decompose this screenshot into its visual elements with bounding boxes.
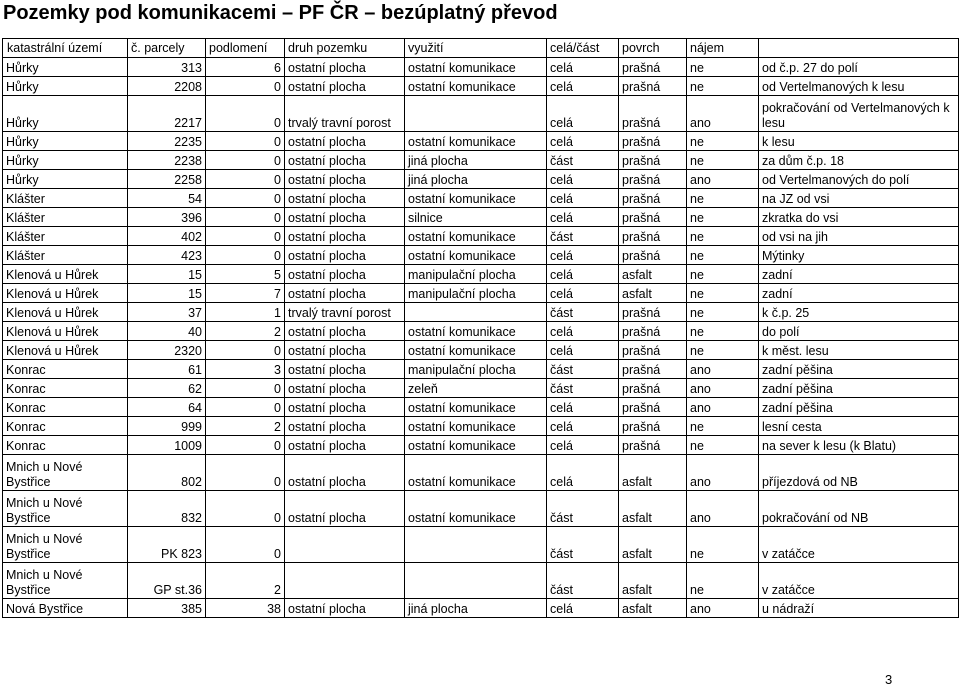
cell-land-type: ostatní plocha [285,246,405,265]
cell-parcel-number: 2217 [128,96,206,132]
cell-whole-part: celá [547,132,619,151]
cell-land-type: ostatní plocha [285,341,405,360]
cell-parcel-number: 396 [128,208,206,227]
cell-lease: ano [687,379,759,398]
cell-lease: ne [687,322,759,341]
cell-surface: prašná [619,303,687,322]
table-row [3,132,959,151]
cell-cadastre: Mnich u Nové Bystřice [3,527,128,563]
cell-surface: prašná [619,341,687,360]
cell-land-type: ostatní plocha [285,208,405,227]
cell-land-use [405,563,547,599]
cell-land-type: ostatní plocha [285,132,405,151]
cell-subdivision: 3 [206,360,285,379]
cell-cadastre: Mnich u Nové Bystřice [3,563,128,599]
cell-land-type: ostatní plocha [285,322,405,341]
column-header [759,39,959,58]
cell-land-type: ostatní plocha [285,436,405,455]
column-header: podlomení [206,39,285,58]
cell-parcel-number: 802 [128,455,206,491]
cell-note: příjezdová od NB [759,455,959,491]
cell-cadastre: Hůrky [3,132,128,151]
cell-subdivision: 0 [206,170,285,189]
cell-whole-part: celá [547,599,619,618]
cell-surface: prašná [619,417,687,436]
cell-cadastre: Hůrky [3,170,128,189]
cell-whole-part: celá [547,96,619,132]
cell-subdivision: 0 [206,77,285,96]
cell-parcel-number: 15 [128,265,206,284]
cell-parcel-number: 832 [128,491,206,527]
cell-lease: ne [687,417,759,436]
table-row [3,189,959,208]
cell-land-type: ostatní plocha [285,455,405,491]
column-header: druh pozemku [285,39,405,58]
cell-land-type: ostatní plocha [285,189,405,208]
table-row [3,563,959,599]
cell-land-type: ostatní plocha [285,398,405,417]
table-row [3,379,959,398]
cell-note: na JZ od vsi [759,189,959,208]
cell-surface: prašná [619,170,687,189]
cell-lease: ne [687,527,759,563]
cell-land-use: ostatní komunikace [405,455,547,491]
cell-parcel-number: 62 [128,379,206,398]
cell-cadastre: Klášter [3,189,128,208]
cell-whole-part: část [547,379,619,398]
cell-land-type: ostatní plocha [285,77,405,96]
cell-surface: asfalt [619,284,687,303]
cell-land-use: ostatní komunikace [405,227,547,246]
column-header: využití [405,39,547,58]
cell-parcel-number: 2238 [128,151,206,170]
table-row [3,491,959,527]
cell-lease: ano [687,96,759,132]
cell-land-use: manipulační plocha [405,360,547,379]
cell-subdivision: 0 [206,151,285,170]
cell-note: zkratka do vsi [759,208,959,227]
cell-land-use: ostatní komunikace [405,398,547,417]
cell-subdivision: 7 [206,284,285,303]
cell-note: za dům č.p. 18 [759,151,959,170]
cell-lease: ne [687,227,759,246]
cell-subdivision: 0 [206,341,285,360]
cell-land-use: jiná plocha [405,170,547,189]
table-row [3,151,959,170]
cell-subdivision: 5 [206,265,285,284]
cell-parcel-number: 54 [128,189,206,208]
cell-lease: ano [687,360,759,379]
cell-whole-part: část [547,563,619,599]
column-header: č. parcely [128,39,206,58]
column-header: celá/část [547,39,619,58]
cell-subdivision: 0 [206,96,285,132]
cell-note: v zatáčce [759,527,959,563]
cell-land-use: silnice [405,208,547,227]
cell-note: zadní pěšina [759,398,959,417]
cell-cadastre: Hůrky [3,96,128,132]
cell-lease: ne [687,77,759,96]
cell-land-use [405,96,547,132]
cell-land-type: trvalý travní porost [285,303,405,322]
cell-whole-part: část [547,227,619,246]
cell-land-type: ostatní plocha [285,151,405,170]
cell-lease: ne [687,208,759,227]
cell-land-use: manipulační plocha [405,265,547,284]
cell-lease: ano [687,491,759,527]
cell-surface: prašná [619,360,687,379]
cell-cadastre: Konrac [3,360,128,379]
cell-note: zadní pěšina [759,379,959,398]
table-row [3,417,959,436]
cell-land-type: trvalý travní porost [285,96,405,132]
cell-cadastre: Mnich u Nové Bystřice [3,491,128,527]
cell-cadastre: Hůrky [3,77,128,96]
cell-cadastre: Klášter [3,227,128,246]
cell-subdivision: 0 [206,379,285,398]
cell-whole-part: celá [547,265,619,284]
cell-surface: asfalt [619,265,687,284]
cell-land-type: ostatní plocha [285,58,405,77]
cell-surface: asfalt [619,563,687,599]
cell-parcel-number: 2208 [128,77,206,96]
cell-surface: prašná [619,208,687,227]
cell-note: zadní pěšina [759,360,959,379]
cell-subdivision: 0 [206,132,285,151]
cell-lease: ano [687,170,759,189]
table-row [3,265,959,284]
cell-lease: ano [687,455,759,491]
cell-land-use: ostatní komunikace [405,77,547,96]
page-title: Pozemky pod komunikacemi – PF ČR – bezúplatný převod [3,2,558,24]
cell-whole-part: celá [547,322,619,341]
cell-parcel-number: 423 [128,246,206,265]
cell-land-use: jiná plocha [405,151,547,170]
cell-lease: ne [687,341,759,360]
cell-note: od vsi na jih [759,227,959,246]
table-row [3,284,959,303]
cell-whole-part: celá [547,77,619,96]
cell-surface: prašná [619,398,687,417]
cell-land-use: ostatní komunikace [405,417,547,436]
cell-lease: ne [687,58,759,77]
cell-cadastre: Konrac [3,398,128,417]
cell-subdivision: 0 [206,398,285,417]
cell-cadastre: Konrac [3,417,128,436]
cell-land-type: ostatní plocha [285,491,405,527]
cell-cadastre: Klenová u Hůrek [3,265,128,284]
column-header: povrch [619,39,687,58]
cell-land-use: jiná plocha [405,599,547,618]
cell-lease: ne [687,265,759,284]
cell-subdivision: 2 [206,563,285,599]
cell-land-type: ostatní plocha [285,360,405,379]
cell-note: pokračování od Vertelmanových k lesu [759,96,959,132]
table-row [3,455,959,491]
cell-land-type: ostatní plocha [285,170,405,189]
table-row [3,170,959,189]
cell-surface: prašná [619,132,687,151]
cell-cadastre: Klášter [3,246,128,265]
cell-parcel-number: 2235 [128,132,206,151]
cell-surface: asfalt [619,491,687,527]
cell-subdivision: 0 [206,527,285,563]
cell-land-type [285,527,405,563]
cell-land-use: manipulační plocha [405,284,547,303]
cell-subdivision: 0 [206,246,285,265]
cell-note: v zatáčce [759,563,959,599]
cell-note: lesní cesta [759,417,959,436]
table-body [3,58,959,618]
cell-note: od č.p. 27 do polí [759,58,959,77]
cell-parcel-number: 40 [128,322,206,341]
table-header [3,39,959,58]
cell-whole-part: část [547,360,619,379]
cell-lease: ne [687,189,759,208]
cell-lease: ne [687,284,759,303]
cell-surface: prašná [619,151,687,170]
cell-surface: prašná [619,379,687,398]
parcels-table [2,38,959,618]
cell-note: u nádraží [759,599,959,618]
cell-lease: ano [687,599,759,618]
cell-whole-part: celá [547,170,619,189]
cell-whole-part: část [547,151,619,170]
cell-parcel-number: 313 [128,58,206,77]
cell-surface: prašná [619,58,687,77]
table-row [3,527,959,563]
cell-whole-part: celá [547,284,619,303]
cell-land-use [405,527,547,563]
cell-subdivision: 6 [206,58,285,77]
table-row [3,77,959,96]
cell-surface: prašná [619,189,687,208]
cell-surface: prašná [619,77,687,96]
cell-surface: asfalt [619,455,687,491]
cell-subdivision: 0 [206,436,285,455]
cell-surface: prašná [619,96,687,132]
header-row [3,39,959,58]
table-row [3,58,959,77]
cell-land-type: ostatní plocha [285,227,405,246]
cell-land-use: ostatní komunikace [405,322,547,341]
cell-land-use: ostatní komunikace [405,58,547,77]
cell-note: od Vertelmanových do polí [759,170,959,189]
cell-note: zadní [759,284,959,303]
cell-land-use [405,303,547,322]
cell-cadastre: Hůrky [3,151,128,170]
cell-whole-part: celá [547,436,619,455]
cell-surface: prašná [619,436,687,455]
column-header: nájem [687,39,759,58]
cell-cadastre: Nová Bystřice [3,599,128,618]
cell-land-type: ostatní plocha [285,265,405,284]
cell-parcel-number: 385 [128,599,206,618]
cell-land-use: zeleň [405,379,547,398]
cell-land-use: ostatní komunikace [405,132,547,151]
cell-note: zadní [759,265,959,284]
cell-surface: prašná [619,246,687,265]
cell-whole-part: celá [547,455,619,491]
cell-parcel-number: 2258 [128,170,206,189]
cell-whole-part: část [547,491,619,527]
cell-parcel-number: 2320 [128,341,206,360]
cell-land-type: ostatní plocha [285,599,405,618]
cell-cadastre: Mnich u Nové Bystřice [3,455,128,491]
cell-cadastre: Klenová u Hůrek [3,322,128,341]
cell-land-use: ostatní komunikace [405,436,547,455]
cell-lease: ne [687,436,759,455]
cell-whole-part: část [547,527,619,563]
cell-land-use: ostatní komunikace [405,246,547,265]
cell-parcel-number: 15 [128,284,206,303]
cell-whole-part: celá [547,189,619,208]
cell-parcel-number: GP st.36 [128,563,206,599]
table-row [3,436,959,455]
table-row [3,246,959,265]
table-row [3,360,959,379]
cell-cadastre: Hůrky [3,58,128,77]
cell-subdivision: 0 [206,227,285,246]
table-row [3,341,959,360]
cell-lease: ne [687,132,759,151]
cell-parcel-number: PK 823 [128,527,206,563]
cell-parcel-number: 1009 [128,436,206,455]
cell-whole-part: celá [547,208,619,227]
cell-lease: ne [687,246,759,265]
cell-subdivision: 0 [206,455,285,491]
cell-subdivision: 38 [206,599,285,618]
cell-surface: prašná [619,322,687,341]
cell-note: k měst. lesu [759,341,959,360]
cell-subdivision: 2 [206,322,285,341]
cell-cadastre: Klenová u Hůrek [3,341,128,360]
cell-whole-part: celá [547,341,619,360]
cell-note: k lesu [759,132,959,151]
cell-lease: ne [687,151,759,170]
cell-note: Mýtinky [759,246,959,265]
cell-note: do polí [759,322,959,341]
cell-whole-part: celá [547,417,619,436]
cell-subdivision: 0 [206,208,285,227]
cell-parcel-number: 61 [128,360,206,379]
cell-surface: asfalt [619,527,687,563]
cell-land-use: ostatní komunikace [405,189,547,208]
cell-land-use: ostatní komunikace [405,491,547,527]
cell-note: od Vertelmanových k lesu [759,77,959,96]
cell-cadastre: Klenová u Hůrek [3,303,128,322]
cell-subdivision: 0 [206,491,285,527]
cell-land-type: ostatní plocha [285,379,405,398]
cell-lease: ne [687,563,759,599]
cell-subdivision: 2 [206,417,285,436]
cell-surface: asfalt [619,599,687,618]
cell-whole-part: celá [547,58,619,77]
cell-cadastre: Konrac [3,379,128,398]
table-row [3,303,959,322]
table-row [3,322,959,341]
cell-lease: ano [687,398,759,417]
table-row [3,227,959,246]
cell-whole-part: celá [547,398,619,417]
cell-cadastre: Klenová u Hůrek [3,284,128,303]
cell-whole-part: celá [547,246,619,265]
table-row [3,208,959,227]
cell-cadastre: Konrac [3,436,128,455]
cell-note: pokračování od NB [759,491,959,527]
cell-surface: prašná [619,227,687,246]
cell-land-type [285,563,405,599]
cell-land-type: ostatní plocha [285,284,405,303]
cell-parcel-number: 37 [128,303,206,322]
cell-parcel-number: 402 [128,227,206,246]
cell-land-type: ostatní plocha [285,417,405,436]
cell-note: k č.p. 25 [759,303,959,322]
cell-note: na sever k lesu (k Blatu) [759,436,959,455]
cell-subdivision: 0 [206,189,285,208]
cell-lease: ne [687,303,759,322]
cell-subdivision: 1 [206,303,285,322]
cell-whole-part: část [547,303,619,322]
page-number: 3 [885,672,893,687]
cell-land-use: ostatní komunikace [405,341,547,360]
table-row [3,599,959,618]
cell-parcel-number: 999 [128,417,206,436]
cell-parcel-number: 64 [128,398,206,417]
table-row [3,96,959,132]
table-row [3,398,959,417]
cell-cadastre: Klášter [3,208,128,227]
column-header: katastrální území [3,39,128,58]
